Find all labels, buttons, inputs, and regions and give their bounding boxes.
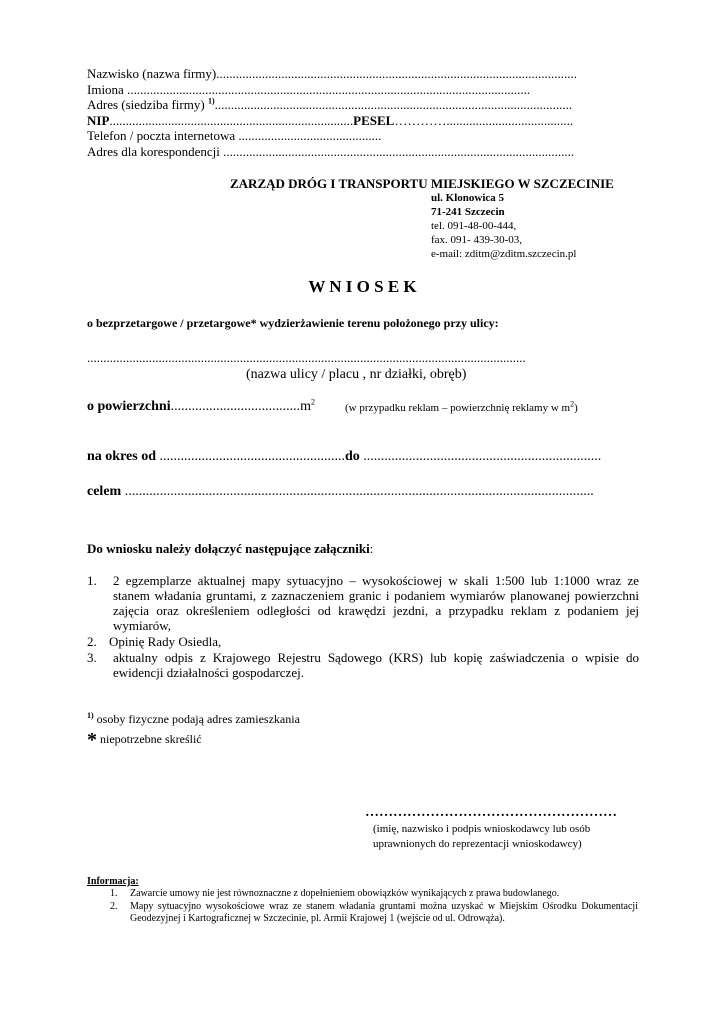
pesel-label: PESEL xyxy=(353,113,395,128)
area-note: (w przypadku reklam – powierzchnię reklamy w $m^2$) xyxy=(345,399,578,414)
information-item xyxy=(110,901,638,925)
recipient-street: ul. Klonowica 5 xyxy=(431,192,505,204)
purpose-dots: ...................................................................................................................................... xyxy=(121,484,594,499)
area-unit-sup: 2 xyxy=(311,397,315,407)
area-label: o powierzchni xyxy=(87,399,171,414)
purpose-label: celem xyxy=(87,484,122,499)
street-location-field[interactable]: ....................................................................................................................................... xyxy=(87,350,526,365)
purpose-field[interactable] xyxy=(87,483,594,500)
nip-pesel-row[interactable] xyxy=(87,113,573,128)
address-dots: .............................................................................................................. xyxy=(214,97,573,112)
period-from-dots: ..................................................... xyxy=(155,449,345,464)
first-names-field[interactable]: Imiona ............................................................................................................................ xyxy=(87,82,531,97)
nip-label: NIP xyxy=(87,113,110,128)
address-field[interactable] xyxy=(87,97,572,112)
attachment-item xyxy=(87,573,639,633)
recipient-fax: fax. 091- 439-30-03, xyxy=(431,234,523,246)
phone-email-field[interactable]: Telefon / poczta internetowa ............................................ xyxy=(87,128,382,143)
street-location-caption: (nazwa ulicy / placu , nr działki, obręb) xyxy=(246,367,467,382)
pesel-dots: …………....................................... xyxy=(394,113,574,128)
attachments-heading: Do wniosku należy dołączyć następujące załączniki: xyxy=(87,541,374,556)
attachment-item xyxy=(87,634,639,649)
signature-caption-line2: uprawnionych do reprezentacji wnioskodawcy) xyxy=(373,838,582,850)
information-number: 2. xyxy=(110,901,118,912)
attachment-text: Opinię Rady Osiedla, xyxy=(109,634,222,649)
recipient-email: e-mail: zditm@zditm.szczecin.pl xyxy=(431,248,577,260)
information-number: 1. xyxy=(110,888,118,899)
attachment-text: aktualny odpis z Krajowego Rejestru Sądowego (KRS) lub kopię zaświadczenia o wpisie do ewidencji działalności gospodarczej. xyxy=(113,650,639,680)
recipient-tel: tel. 091-48-00-444, xyxy=(431,220,517,232)
information-heading: Informacja: xyxy=(87,876,139,887)
footnote-address: $^{1)}$ osoby fizyczne podają adres zamieszkania xyxy=(87,711,300,726)
nip-dots: ........................................................................... xyxy=(109,113,354,128)
address-label: Adres (siedziba firmy) xyxy=(87,97,208,112)
period-field[interactable] xyxy=(87,448,601,465)
recipient-postcode-city: 71-241 Szczecin xyxy=(431,206,505,218)
request-type-line: o bezprzetargowe / przetargowe* wydzierżawienie terenu położonego przy ulicy: xyxy=(87,316,499,330)
signature-caption-line1: (imię, nazwisko i podpis wnioskodawcy lub osób xyxy=(373,823,591,835)
information-item xyxy=(110,888,638,900)
period-from-label: na okres od xyxy=(87,449,156,464)
form-title: W N I O S E K xyxy=(308,277,417,296)
attachment-text: 2 egzemplarze aktualnej mapy sytuacyjno – wysokościowej w skali 1:500 lub 1:1000 wraz ze stanem władania gruntami, z zaznaczeniem granic i podaniem wymiarów planowanej powierzchni zajęcia oraz określeniem odległości od krawędzi jezdni, a przypadku reklam z podaniem jej wymiarów, xyxy=(113,573,639,633)
name-field[interactable]: Nazwisko (nazwa firmy)............................................................................................................... xyxy=(87,66,577,81)
attachment-number: 1. xyxy=(87,573,97,588)
information-text: Zawarcie umowy nie jest równoznaczne z dopełnieniem obowiązków wynikających z prawa budowlanego. xyxy=(130,888,560,899)
attachment-item xyxy=(87,650,639,680)
area-unit: m xyxy=(300,399,311,414)
address-footnote-mark: 1) xyxy=(207,96,215,106)
information-text: Mapy sytuacyjno wysokościowe wraz ze stanem władania gruntami można uzyskać w Miejskim Ośrodku Dokumentacji Geodezyjnej i Kartograficznej w Szczecinie, pl. Armii Krajowej 1 (wejście od ul. Odrowąża). xyxy=(130,901,638,924)
area-field[interactable] xyxy=(87,398,315,415)
area-dots: ..................................... xyxy=(170,399,301,414)
recipient-title: ZARZĄD DRÓG I TRANSPORTU MIEJSKIEGO W SZCZECINIE xyxy=(230,176,614,191)
period-to-label: do xyxy=(344,449,360,464)
attachment-number: 2. xyxy=(87,634,97,649)
signature-line[interactable]: ……………………………………………… xyxy=(365,805,617,820)
correspondence-address-field[interactable]: Adres dla korespondencji ............................................................................................................ xyxy=(87,144,575,159)
footnote-asterisk: * niepotrzebne skreślić xyxy=(87,729,202,751)
period-to-dots: .................................................................... xyxy=(359,449,602,464)
attachment-number: 3. xyxy=(87,650,97,665)
